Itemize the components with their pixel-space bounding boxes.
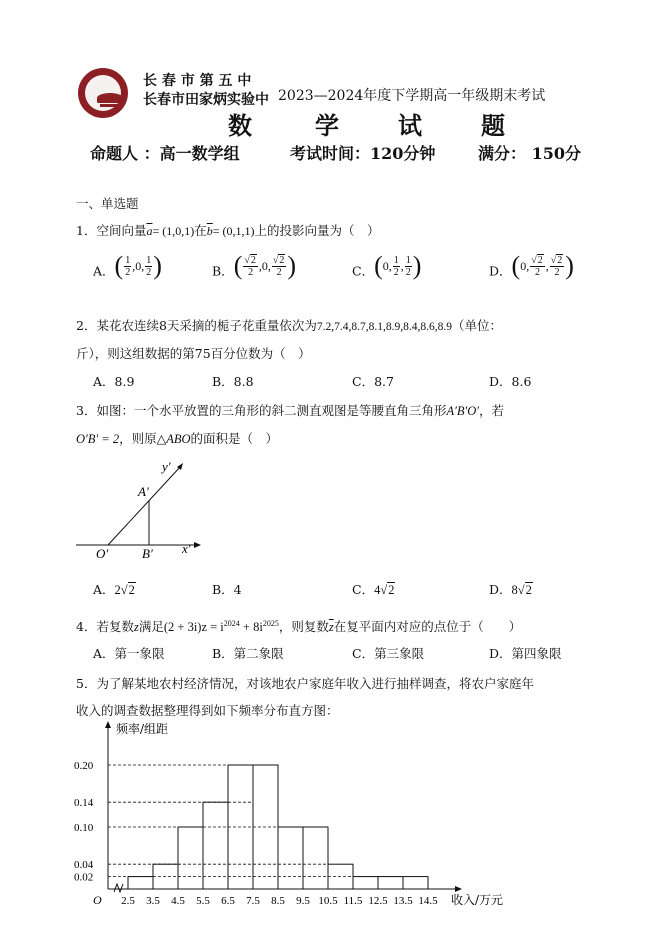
q3-post: ，若 [478,403,504,418]
vec-a: $\overline{a}$ [146,224,153,238]
y-tick-label: 0.14 [74,797,94,810]
fig-point-o: O′ [96,546,109,561]
q1-option-b-label: B． [212,263,234,279]
q1-option-b[interactable]: B． ( $\frac{√2}{2}$ ,0, $\frac{√2}{2}$ ) [212,251,297,280]
histogram-bar [278,827,303,889]
q2-line2: 斤），则这组数据的第75百分位数为（ ） [76,346,311,361]
q2-option-a[interactable]: A．8.9 [93,374,135,389]
y-axis-label: 频率/组距 [116,722,169,736]
school-name-1: 长 春 市 第 五 中 [143,73,252,89]
school-name-2: 长春市田家炳实验中 [143,92,269,108]
q4-z-conj: $\overline{z}$ [328,620,334,634]
q1-pre: 空间向量 [96,223,147,238]
x-axis-label: 收入/万元 [451,893,504,907]
x-tick-label: 6.5 [221,895,235,907]
subject-char-2: 学 [315,111,339,140]
y-tick-label: 0.10 [74,822,94,834]
q1-mid: 在 [194,223,207,238]
q3-option-b[interactable]: B．4 [212,582,242,597]
histogram-bar [403,877,428,889]
q4-option-a[interactable]: A．第一象限 [93,646,165,661]
q1-option-a[interactable]: A． ( $\frac{1}{2}$ ,0, $\frac{1}{2}$ ) [93,251,162,280]
q2-data: 7.2,7.4,8.7,8.1,8.9,8.4,8.6,8.9 [316,321,453,333]
question-5 [76,674,534,692]
x-tick-label: 9.5 [296,895,310,907]
q1-option-d-label: D． [489,263,512,279]
q4-option-c[interactable]: C．第三象限 [352,646,425,661]
x-axis-arrow [455,886,462,892]
x-tick-label: 5.5 [196,895,210,907]
question-1 [76,221,380,239]
x-tick-label: 14.5 [418,895,438,907]
q2-post: （单位： [452,318,503,333]
subject-char-1: 数 [228,111,252,140]
q2-number: 2． [76,318,97,333]
q3-option-a[interactable] [93,580,136,598]
q5-number: 5． [76,676,97,691]
q3-triangle-original: △ABO [156,432,191,446]
q1-option-c-label: C． [352,263,375,279]
fig-y-axis-label: y′ [162,459,171,474]
histogram-bar [203,802,228,889]
y-tick-label: 0.20 [74,760,94,772]
exam-author: 命题人 ：高一数学组 [90,144,240,163]
q3-line2-end: 的面积是（ ） [190,431,279,446]
q4-z: z [133,620,139,634]
subject-char-4: 题 [481,111,505,140]
q4-number: 4． [76,619,97,634]
q4-post: ，则复数 [278,619,329,634]
q3-option-d-label: D． [489,582,512,597]
q3-option-c-label: C． [352,582,375,597]
exam-time: 考试时间：120分钟 [290,144,436,163]
q1-option-a-label: A． [93,263,115,279]
q3-option-c[interactable] [352,580,395,598]
q3-number: 3． [76,403,97,418]
q4-mid: 满足 [138,619,164,634]
x-tick-label: 12.5 [368,895,388,907]
x-tick-label: 3.5 [146,895,160,907]
q2-option-c[interactable]: C．8.7 [352,374,394,389]
q3-option-a-label: A． [93,582,115,597]
axis-break-mark [114,884,123,892]
q1-post: 上的投影向量为（ ） [254,223,380,238]
q1-number: 1． [76,223,97,238]
question-4 [76,617,521,635]
histogram-bar [353,877,378,889]
histogram-bar [178,827,203,889]
histogram-bar [128,877,153,889]
origin-label: O [93,893,102,907]
q3-line2 [76,429,278,447]
section-title: 一、单选题 [76,196,139,211]
fig-point-b: B′ [142,546,153,561]
q3-option-d[interactable] [489,580,533,598]
school-logo [78,68,128,118]
y-tick-label: 0.04 [74,859,94,872]
q1-option-c[interactable]: C． ( 0, $\frac{1}{2}$ , $\frac{1}{2}$ ) [352,251,422,280]
q3-pre: 如图：一个水平放置的三角形的斜二测直观图是等腰直角三角形 [96,403,447,418]
q4-pre: 若复数 [96,619,134,634]
q4-post2: 在复平面内对应的点位于（ ） [333,619,522,634]
q2-pre: 某花农连续8天采摘的栀子花重量依次为 [96,318,317,333]
y-axis-arrow [105,721,111,728]
q4-option-d[interactable]: D．第四象限 [489,646,562,661]
q3-option-a-value: 2√2 [114,583,135,597]
q2-option-d[interactable]: D．8.6 [489,374,532,389]
exam-name: 2023—2024年度下学期高一年级期末考试 [278,88,546,104]
q3-line2-post: ，则原 [119,431,157,446]
vec-a-value: = (1,0,1) [152,224,195,238]
histogram-chart [70,720,530,940]
fig-point-a: A′ [138,484,149,499]
histogram-bar [303,827,328,889]
x-tick-label: 13.5 [393,895,413,907]
question-2 [76,316,502,334]
q3-option-d-value: 8√2 [511,583,532,597]
question-3 [76,401,504,419]
q5-line2: 收入的调查数据整理得到如下频率分布直方图： [76,703,339,718]
q4-option-b[interactable]: B．第二象限 [212,646,284,661]
q2-option-b[interactable]: B．8.8 [212,374,254,389]
histogram-bar [378,877,403,889]
x-tick-label: 8.5 [271,895,285,907]
q3-figure [70,454,210,564]
x-tick-label: 4.5 [171,895,185,907]
q3-condition: O′B′ = 2 [76,432,120,446]
vec-b-value: = (0,1,1) [212,224,255,238]
q5-line1: 为了解某地农村经济情况，对该地农户家庭年收入进行抽样调查，将农户家庭年 [96,676,534,691]
x-tick-label: 11.5 [343,895,363,907]
q3-triangle: A′B′O′ [446,404,479,418]
vec-b: $\overline{b}$ [206,224,213,238]
q3-option-c-value: 4√2 [374,583,395,597]
q4-equation: $(2 + 3i)z = i^{2024} + 8i^{2025}$ [163,618,279,634]
exam-score: 满分： 150分 [478,144,581,163]
subject-char-3: 试 [398,111,422,140]
x-tick-label: 2.5 [121,895,135,907]
y-tick-label: 0.02 [74,871,94,884]
q1-option-d[interactable]: D． ( 0, $\frac{√2}{2}$ , $\frac{√2}{2}$ ) [489,251,574,280]
fig-x-axis-label: x′ [182,541,191,556]
x-tick-label: 7.5 [246,895,260,907]
x-tick-label: 10.5 [318,895,338,907]
